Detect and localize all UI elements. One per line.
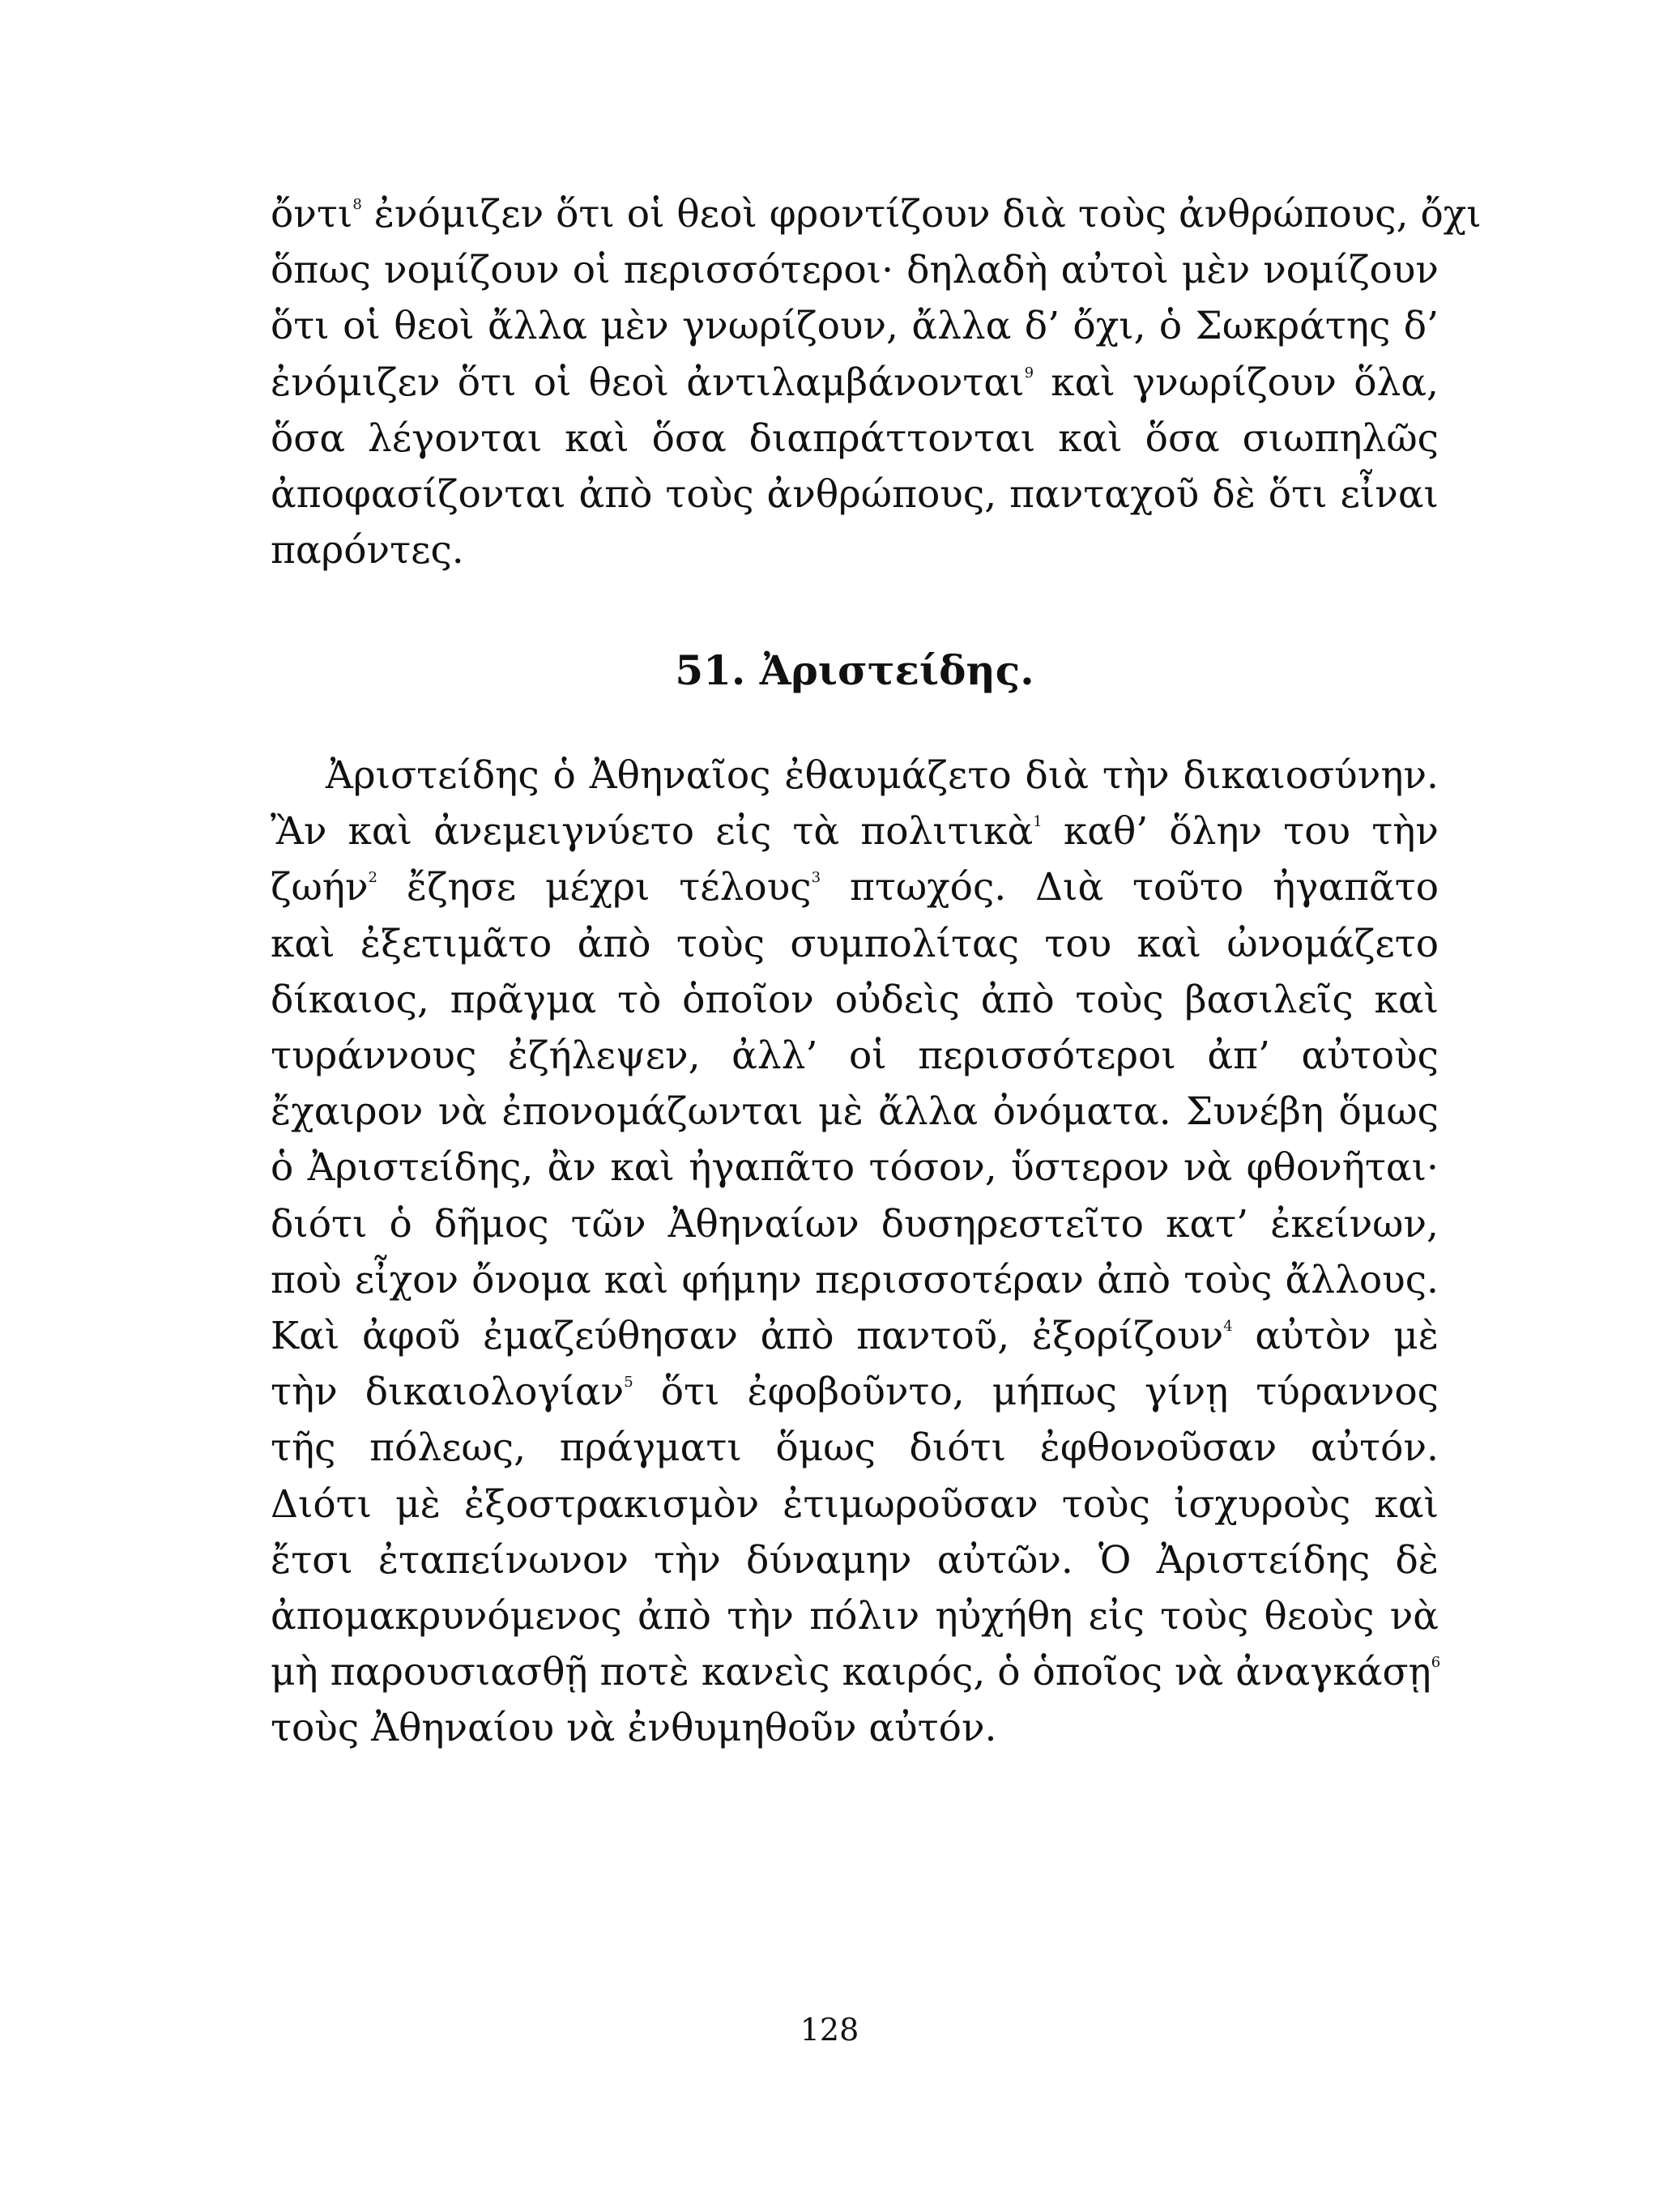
text-line: ἔτσι ἐταπείνωνον τὴν δύναμην αὐτῶν. Ὁ Ἀριστείδης δὲ — [271, 1537, 1439, 1583]
text-line: διότι ὁ δῆμος τῶν Ἀθηναίων δυσηρεστεῖτο κατ’ ἐκείνων, — [271, 1201, 1439, 1247]
text-line: καὶ ἐξετιμᾶτο ἀπὸ τοὺς συμπολίτας του καὶ ὠνομάζετο — [271, 921, 1439, 966]
page-body — [271, 186, 1482, 1751]
text-line: τυράννους ἐζήλεψεν, ἀλλ’ οἱ περισσότεροι ἀπ’ αὐτοὺς — [271, 1034, 1439, 1079]
section-heading: 51. Ἀριστείδης. — [675, 646, 1034, 694]
text-line: ὅσα λέγονται καὶ ὅσα διαπράττονται καὶ ὅσα σιωπηλῶς — [271, 416, 1439, 461]
footnote-marker: 9 — [1024, 364, 1034, 381]
footnote-marker: 8 — [352, 196, 362, 213]
text-line: ὄντι$^8$ ἐνόμιζεν ὅτι οἱ θεοὶ φροντίζουν διὰ τοὺς ἀνθρώπους, ὄχι — [271, 192, 1482, 237]
text-line: Καὶ ἀφοῦ ἐμαζεύθησαν ἀπὸ παντοῦ, ἐξορίζουν$^4$ αὐτὸν μὲ — [271, 1314, 1439, 1359]
footnote-marker: 3 — [811, 869, 821, 887]
paragraph-aristeides — [271, 748, 1439, 1757]
paragraph-continuation — [271, 186, 1482, 578]
text-line: ἀπομακρυνόμενος ἀπὸ τὴν πόλιν ηὐχήθη εἰς τοὺς θεοὺς νὰ — [271, 1594, 1439, 1639]
text-line: ἀποφασίζονται ἀπὸ τοὺς ἀνθρώπους, πανταχοῦ δὲ ὅτι εἶναι — [271, 472, 1439, 518]
text-line: ποὺ εἶχον ὄνομα καὶ φήμην περισσοτέραν ἀπὸ τοὺς ἄλλους. — [271, 1257, 1439, 1302]
text-line: ὅτι οἱ θεοὶ ἄλλα μὲν γνωρίζουν, ἄλλα δ’ ὄχι, ὁ Σωκράτης δ’ — [271, 304, 1439, 349]
text-line: μὴ παρουσιασθῇ ποτὲ κανεὶς καιρός, ὁ ὁποῖος νὰ ἀναγκάσῃ$^6$ — [271, 1650, 1441, 1695]
footnote-marker: 1 — [1033, 813, 1043, 831]
text-line: τοὺς Ἀθηναίου νὰ ἐνθυμηθοῦν αὐτόν. — [271, 1706, 997, 1751]
footnote-marker: 2 — [368, 869, 377, 887]
text-line: ζωήν$^2$ ἔζησε μέχρι τέλους$^3$ πτωχός. Διὰ τοῦτο ἠγαπᾶτο — [271, 865, 1439, 910]
text-line: ἐνόμιζεν ὅτι οἱ θεοὶ ἀντιλαμβάνονται$^9$ καὶ γνωρίζουν ὅλα, — [271, 360, 1439, 405]
footnote-marker: 5 — [624, 1374, 633, 1392]
text-line: Διότι μὲ ἐξοστρακισμὸν ἐτιμωροῦσαν τοὺς ἰσχυροὺς καὶ — [271, 1481, 1439, 1527]
text-line: τὴν δικαιολογίαν$^5$ ὅτι ἐφοβοῦντο, μήπως γίνῃ τύραννος — [271, 1370, 1439, 1415]
text-line: παρόντες. — [271, 528, 464, 573]
text-line: ἔχαιρον νὰ ἐπονομάζωνται μὲ ἄλλα ὀνόματα. Συνέβη ὅμως — [271, 1089, 1439, 1135]
text-line: Ἂν καὶ ἀνεμειγνύετο εἰς τὰ πολιτικὰ$^1$ καθ’ ὅλην του τὴν — [271, 809, 1439, 855]
footnote-marker: 6 — [1431, 1654, 1441, 1672]
text-line: ὅπως νομίζουν οἱ περισσότεροι· δηλαδὴ αὐτοὶ μὲν νομίζουν — [271, 248, 1439, 293]
footnote-marker: 4 — [1223, 1318, 1233, 1336]
text-line: τῆς πόλεως, πράγματι ὅμως διότι ἐφθονοῦσαν αὐτόν. — [271, 1426, 1439, 1471]
text-line: ὁ Ἀριστείδης, ἂν καὶ ἠγαπᾶτο τόσον, ὕστερον νὰ φθονῆται· — [271, 1145, 1439, 1191]
text-line: δίκαιος, πρᾶγμα τὸ ὁποῖον οὐδεὶς ἀπὸ τοὺς βασιλεῖς καὶ — [271, 977, 1439, 1022]
page-number: 128 — [800, 2012, 859, 2048]
text-line: Ἀριστείδης ὁ Ἀθηναῖος ἐθαυμάζετο διὰ τὴν δικαιοσύνην. — [326, 753, 1439, 798]
